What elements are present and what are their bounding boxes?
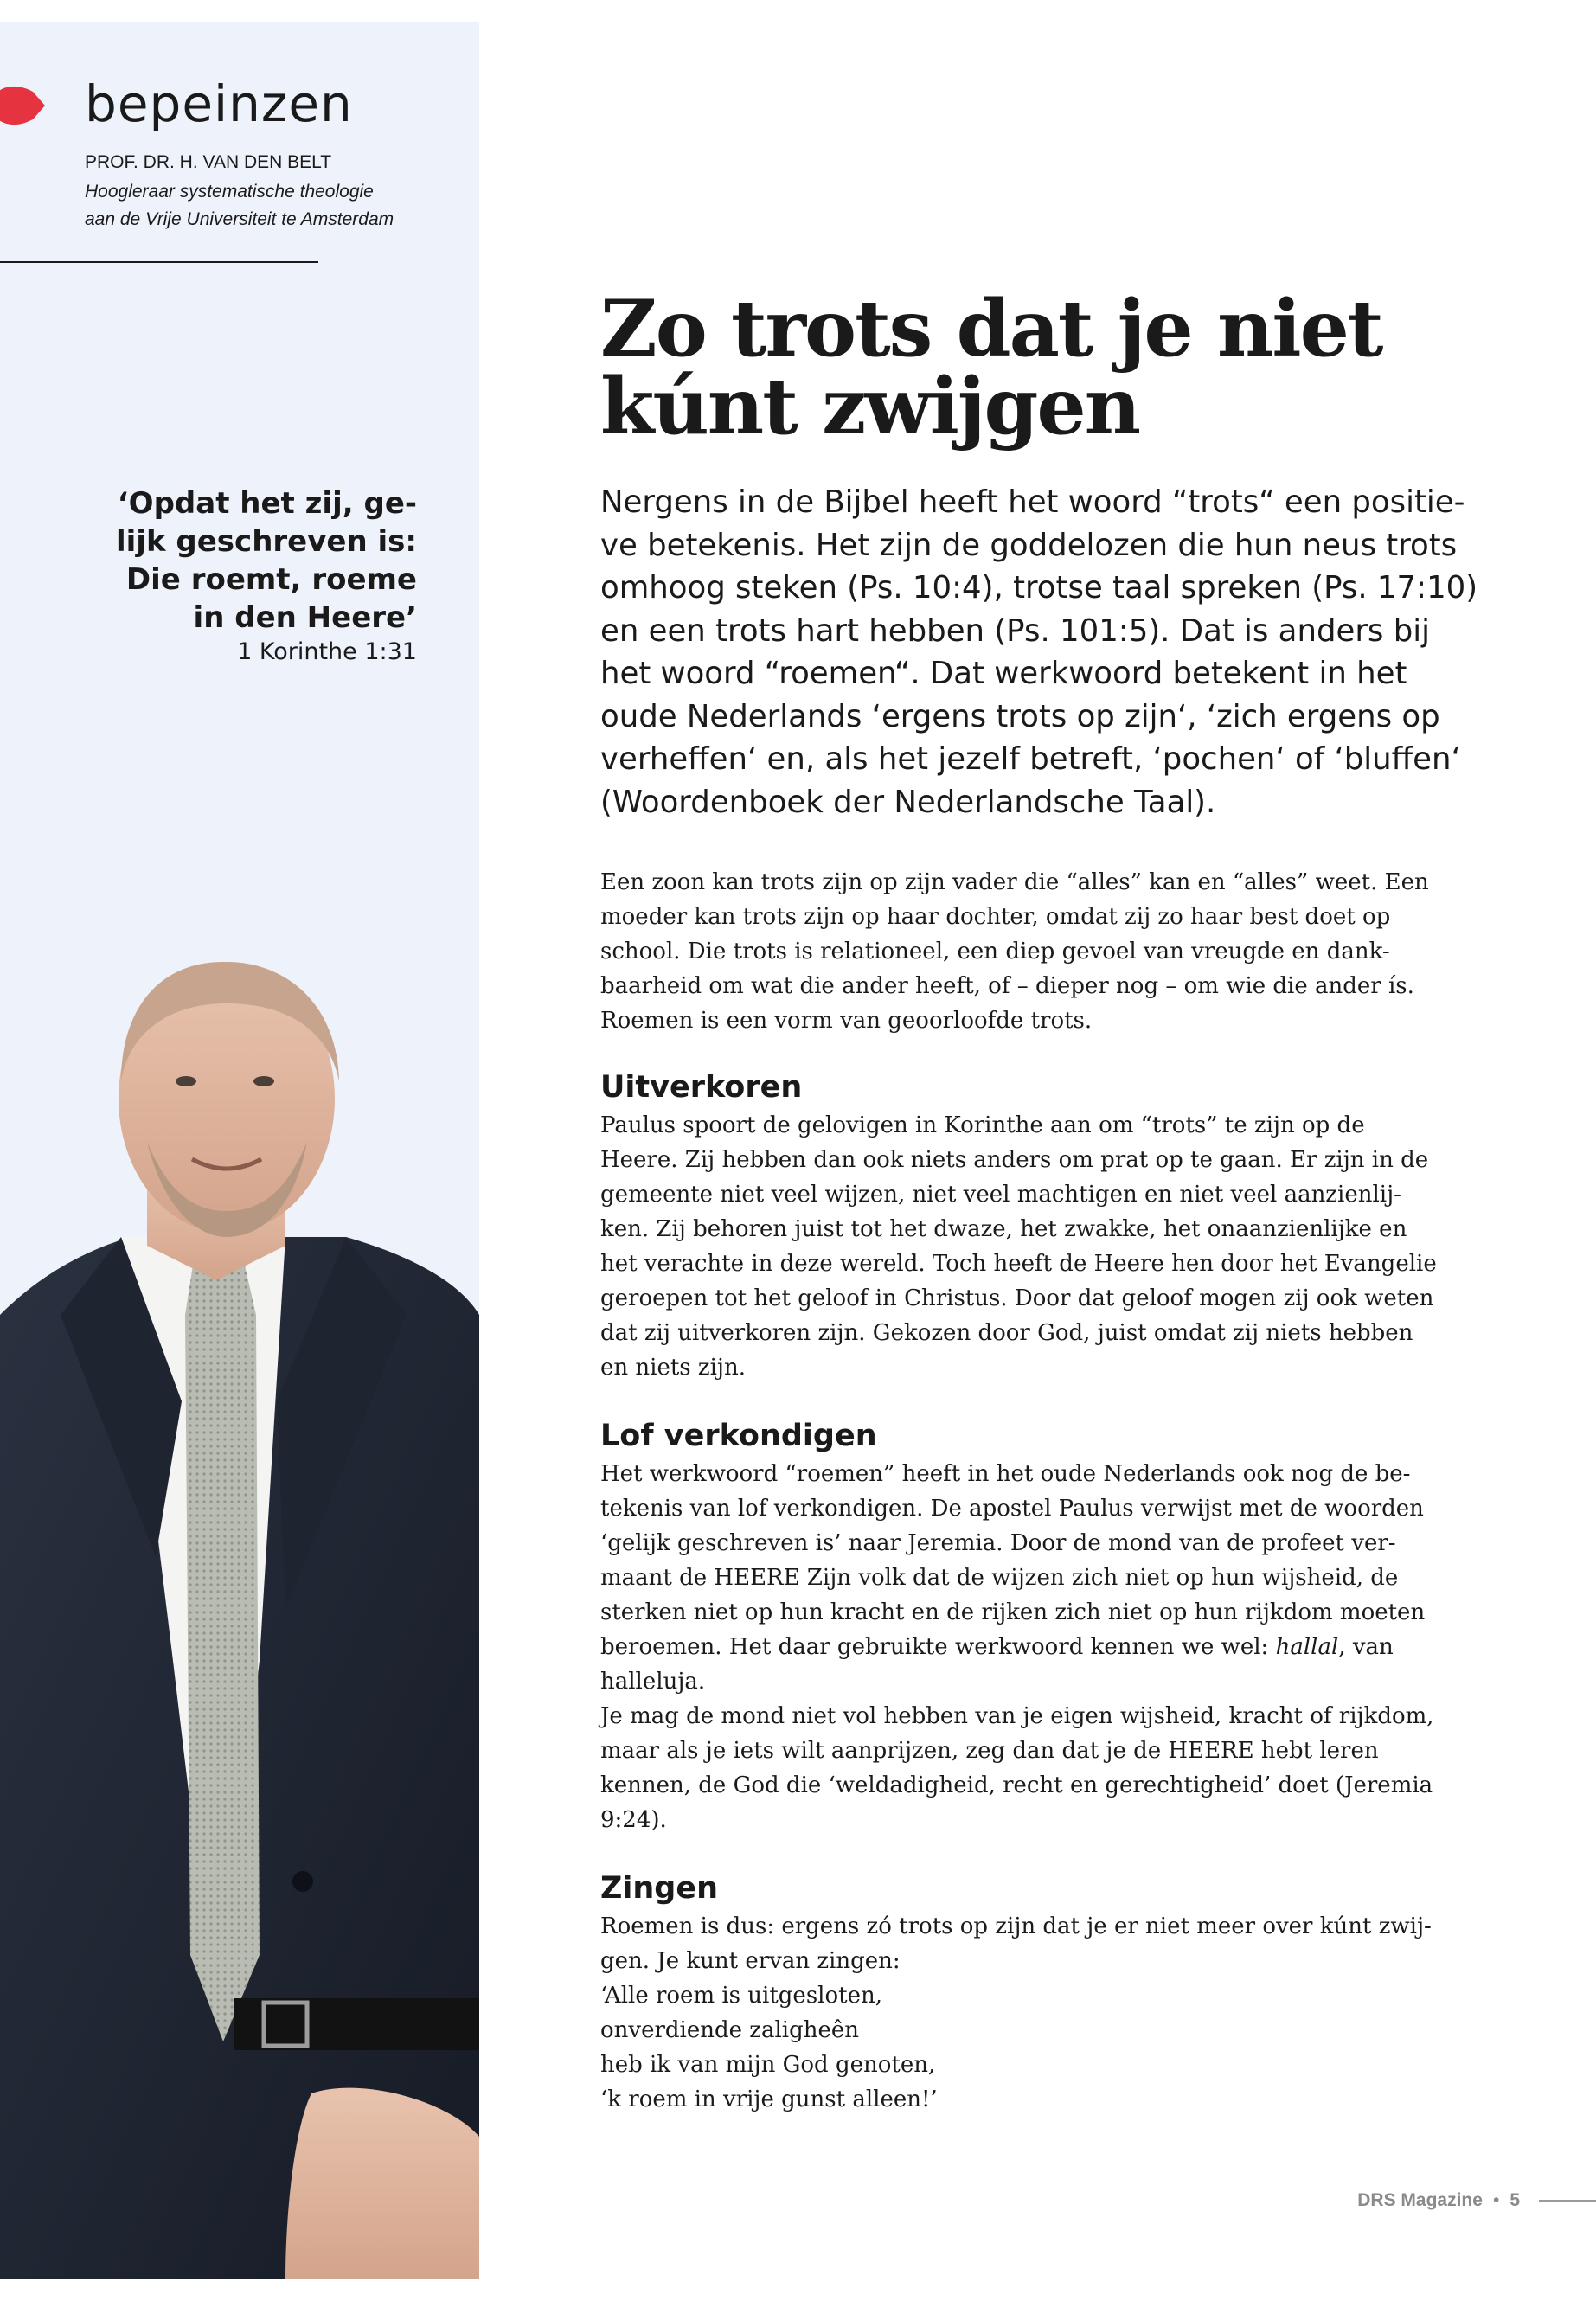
body-line: ‘gelijk geschreven is’ naar Jeremia. Door de mond van de profeet ver- (600, 1530, 1396, 1556)
pull-quote-line: Die roemt, roeme (125, 562, 417, 597)
body-line: dat zij uitverkoren zijn. Gekozen door God, juist omdat zij niets hebben (600, 1320, 1413, 1346)
poem-line: ‘k roem in vrije gunst alleen!’ (600, 2086, 938, 2112)
author-role-line: aan de Vrije Universiteit te Amsterdam (85, 209, 394, 229)
pull-quote-line: in den Heere’ (193, 600, 417, 635)
body-line: en niets zijn. (600, 1355, 746, 1381)
body-line: Je mag de mond niet vol hebben van je eigen wijsheid, kracht of rijkdom, (600, 1703, 1434, 1729)
intro-line: verheffen‘ en, als het jezelf betreft, ‘pochen‘ of ‘bluffen‘ (600, 741, 1461, 777)
intro-line: ve betekenis. Het zijn de goddelozen die hun neus trots (600, 527, 1458, 563)
author-role-line: Hoogleraar systematische theologie (85, 182, 374, 202)
article-headline (600, 283, 1465, 452)
author-name: PROF. DR. H. VAN DEN BELT (85, 152, 332, 172)
body-line: Heere. Zij hebben dan ook niets anders om prat op te gaan. Er zijn in de (600, 1147, 1429, 1173)
body-paragraph (600, 1108, 1437, 1385)
body-paragraph (600, 865, 1429, 1038)
body-line: moeder kan trots zijn op haar dochter, omdat zij zo haar best doet op (600, 904, 1391, 930)
intro-line: het woord “roemen“. Dat werkwoord betekent in het (600, 656, 1407, 691)
section-label: bepeinzen (85, 74, 353, 133)
poem-line: onverdiende zaligheên (600, 2017, 860, 2043)
sidebar-divider (0, 261, 318, 263)
subheading: Lof verkondigen (600, 1419, 877, 1453)
body-line: maar als je iets wilt aanprijzen, zeg dan dat je de HEERE hebt leren (600, 1738, 1379, 1764)
headline-line: kúnt zwijgen (600, 361, 1140, 452)
author-portrait (0, 952, 479, 2279)
subheading: Uitverkoren (600, 1070, 803, 1105)
body-line: Paulus spoort de gelovigen in Korinthe aan om “trots” te zijn op de (600, 1112, 1365, 1138)
pull-quote (95, 484, 417, 637)
body-line (600, 1630, 1405, 1664)
body-line: 9:24). (600, 1807, 667, 1833)
pull-quote-reference: 1 Korinthe 1:31 (237, 638, 417, 665)
body-line: school. Die trots is relationeel, een diep gevoel van vreugde en dank- (600, 939, 1390, 965)
red-leaf-icon (0, 81, 45, 130)
footer-separator: • (1492, 2190, 1500, 2210)
body-line: gemeente niet veel wijzen, niet veel machtigen en niet veel aanzienlij- (600, 1182, 1401, 1208)
body-line: halleluja. (600, 1669, 706, 1695)
body-paragraph (600, 1909, 1432, 2117)
subheading: Zingen (600, 1871, 719, 1906)
body-line: gen. Je kunt ervan zingen: (600, 1948, 901, 1974)
author-role (85, 178, 465, 234)
body-line: maant de HEERE Zijn volk dat de wijzen zich niet op hun wijsheid, de (600, 1565, 1399, 1591)
intro-line: omhoog steken (Ps. 10:4), trotse taal spreken (Ps. 17:10) (600, 570, 1478, 606)
article-intro (600, 481, 1478, 824)
poem-line: heb ik van mijn God genoten, (600, 2052, 936, 2078)
intro-line: oude Nederlands ‘ergens trots op zijn‘, ‘zich ergens op (600, 698, 1440, 734)
intro-line: Nergens in de Bijbel heeft het woord “trots“ een positie- (600, 484, 1465, 520)
body-line: ken. Zij behoren juist tot het dwaze, het zwakke, het onaanzienlijke en (600, 1216, 1407, 1242)
poem-line: ‘Alle roem is uitgesloten, (600, 1983, 882, 2009)
body-line: het verachte in deze wereld. Toch heeft de Heere hen door het Evangelie (600, 1251, 1437, 1277)
body-paragraph (600, 1457, 1426, 1699)
page-footer (1357, 2188, 1596, 2214)
body-text-fragment: beroemen. Het daar gebruikte werkwoord kennen we wel: (600, 1634, 1276, 1660)
body-line: sterken niet op hun kracht en de rijken zich niet op hun rijkdom moeten (600, 1599, 1426, 1625)
body-line: Roemen is dus: ergens zó trots op zijn dat je er niet meer over kúnt zwij- (600, 1913, 1432, 1939)
italic-term: hallal (1275, 1634, 1339, 1660)
magazine-name: DRS Magazine (1357, 2190, 1483, 2210)
body-text-fragment: , van (1338, 1634, 1394, 1660)
body-paragraph (600, 1699, 1434, 1837)
intro-line: en een trots hart hebben (Ps. 101:5). Dat is anders bij (600, 612, 1430, 649)
footer-rule (1539, 2200, 1596, 2202)
body-line: kennen, de God die ‘weldadigheid, recht en gerechtigheid’ doet (Jeremia (600, 1772, 1433, 1798)
body-line: Roemen is een vorm van geoorloofde trots. (600, 1008, 1093, 1034)
body-line: geroepen tot het geloof in Christus. Door dat geloof mogen zij ook weten (600, 1285, 1434, 1311)
body-line: Het werkwoord “roemen” heeft in het oude Nederlands ook nog de be- (600, 1461, 1411, 1487)
intro-line: (Woordenboek der Nederlandsche Taal). (600, 784, 1216, 820)
body-line: tekenis van lof verkondigen. De apostel Paulus verwijst met de woorden (600, 1496, 1424, 1522)
body-line: baarheid om wat die ander heeft, of – dieper nog – om wie die ander ís. (600, 973, 1414, 999)
page-number: 5 (1509, 2190, 1520, 2210)
pull-quote-line: ‘Opdat het zij, ge- (117, 486, 417, 521)
headline-line: Zo trots dat je niet (600, 283, 1382, 375)
pull-quote-line: lijk geschreven is: (116, 524, 417, 559)
body-line: Een zoon kan trots zijn op zijn vader die “alles” kan en “alles” weet. Een (600, 869, 1429, 895)
